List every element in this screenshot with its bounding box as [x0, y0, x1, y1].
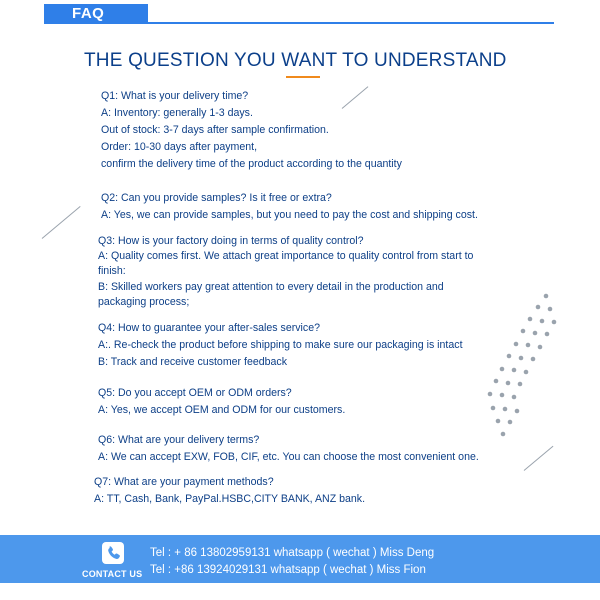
- faq-q1: [101, 88, 402, 173]
- answer-line: A:. Re-check the product before shipping to make sure our packaging is intact: [98, 339, 463, 351]
- answer-line: Out of stock: 3-7 days after sample confirmation.: [101, 124, 329, 136]
- tel-line: Tel : +86 13924029131 whatsapp ( wechat ) Miss Fion: [150, 564, 426, 576]
- answer-line: A: Yes, we can provide samples, but you need to pay the cost and shipping cost.: [101, 209, 478, 221]
- answer-line: A: We can accept EXW, FOB, CIF, etc. You can choose the most convenient one.: [98, 451, 479, 463]
- page-title: THE QUESTION YOU WANT TO UNDERSTAND: [84, 50, 507, 71]
- answer-line: A: Inventory: generally 1-3 days.: [101, 107, 253, 119]
- faq-q7: [94, 474, 365, 508]
- question-line: Q3: How is your factory doing in terms of quality control?: [98, 235, 364, 247]
- answer-line: confirm the delivery time of the product according to the quantity: [101, 158, 402, 170]
- question-line: Q6: What are your delivery terms?: [98, 434, 260, 446]
- contact-label: CONTACT US: [82, 569, 143, 579]
- tel-line: Tel : + 86 13802959131 whatsapp ( wechat ) Miss Deng: [150, 547, 435, 559]
- answer-line: packaging process;: [98, 295, 190, 308]
- faq-q3: [98, 234, 473, 310]
- answer-line: finish:: [98, 265, 126, 278]
- faq-tab: FAQ: [44, 4, 148, 24]
- answer-line: B: Track and receive customer feedback: [98, 356, 288, 368]
- faq-q5: [98, 385, 345, 419]
- tel-lines: [150, 545, 434, 579]
- answer-line: Order: 10-30 days after payment,: [101, 141, 258, 153]
- question-line: Q5: Do you accept OEM or ODM orders?: [98, 387, 292, 399]
- contact-footer: [0, 535, 600, 583]
- question-line: Q4: How to guarantee your after-sales service?: [98, 322, 320, 334]
- question-line: Q1: What is your delivery time?: [101, 90, 249, 102]
- faq-q4: [98, 320, 463, 371]
- phone-icon: [102, 542, 124, 564]
- question-line: Q2: Can you provide samples? Is it free or extra?: [101, 192, 332, 204]
- question-line: Q7: What are your payment methods?: [94, 476, 274, 488]
- faq-q2: [101, 190, 478, 224]
- faq-q6: [98, 432, 479, 466]
- answer-line: A: Yes, we accept OEM and ODM for our customers.: [98, 404, 346, 416]
- answer-line: B: Skilled workers pay great attention to every detail in the production and: [98, 280, 444, 293]
- answer-line: A: Quality comes first. We attach great importance to quality control from start to: [98, 250, 474, 263]
- answer-line: A: TT, Cash, Bank, PayPal.HSBC,CITY BANK, ANZ bank.: [94, 493, 366, 505]
